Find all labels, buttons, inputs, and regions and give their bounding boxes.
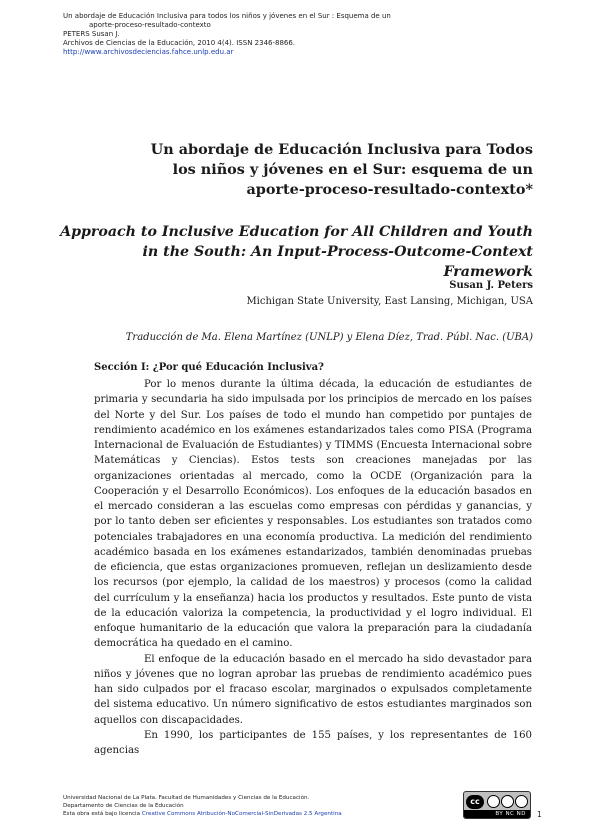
header-author: PETERS Susan J.: [63, 30, 120, 38]
author-affiliation: Michigan State University, East Lansing, Michigan, USA: [246, 296, 533, 307]
footer-department: Departamento de Ciencias de la Educación: [63, 803, 184, 810]
header-link[interactable]: http://www.archivosdeciencias.fahce.unlp.edu.ar: [63, 48, 234, 56]
author-name: Susan J. Peters: [449, 280, 533, 291]
header-line-2: aporte-proceso-resultado-contexto: [89, 21, 211, 29]
title-en-line-1: Approach to Inclusive Education for All Children and Youth: [60, 224, 533, 240]
footer-license-line: [63, 810, 443, 818]
attribution-icon: [487, 795, 500, 808]
paragraph-2: El enfoque de la educación basado en el mercado ha sido devastador para niños y jóvenes que no logran aprobar las pruebas de rendimiento académico pues han sido culpados por el fracaso escolar, marginados o expulsados completamente del sistema educativo. Un número significativo de estos estudiantes marginados son aquellos con discapacidades.: [94, 653, 532, 726]
paragraph-3: En 1990, los participantes de 155 países, y los representantes de 160 agencias: [94, 729, 532, 756]
cc-license-badge[interactable]: [463, 791, 531, 819]
paragraph-1: Por lo menos durante la última década, la educación de estudiantes de primaria y secundaria ha sido impulsada por los principios de mercado en los países del Norte y del Sur. Los países de todo el mundo han competido por puntajes de rendimiento académico en los exámenes estandarizados tales como PISA (Programa Internacional de Evaluación de Estudiantes) y TIMMS (Encuesta Internacional sobre Matemáticas y Ciencias). Estos tests son creaciones manejadas por las organizaciones orientadas al mercado, como la OCDE (Organización para la Cooperación y el Desarrollo Económicos). Los enfoques de la educación basados en el mercado consideran a las escuelas como empresas con pérdidas y ganancias, y por lo tanto deben ser eficientes y responsables. Los estudiantes son tratados como potenciales trabajadores en una economía productiva. La medición del rendimiento académico basada en los exámenes estandarizados, también denominadas pruebas de eficiencia, que estas organizaciones promueven, reflejan un deslizamiento desde los recursos (por ejemplo, la calidad de los maestros) y procesos (como la calidad del currículum y la enseñanza) hacia los productos y resultados. Este punto de vista de la educación valoriza la competencia, la productividad y el logro individual. El enfoque humanitario de la educación que valora la preparación para la ciudadanía democrática ha quedado en el camino.: [94, 379, 532, 650]
title-es-line-3: aporte-proceso-resultado-contexto*: [246, 181, 533, 198]
section-heading: Sección I: ¿Por qué Educación Inclusiva?: [94, 362, 324, 373]
footer-university: Universidad Nacional de La Plata. Facultad de Humanidades y Ciencias de la Educación.: [63, 795, 310, 801]
license-link[interactable]: Creative Commons Atribución-NoComercial-SinDerivadas 2.5 Argentina: [141, 811, 342, 818]
body-text: [94, 377, 532, 758]
header-line-1: Un abordaje de Educación Inclusiva para todos los niños y jóvenes en el Sur : Esquema de un: [63, 12, 391, 20]
noderivatives-icon: [515, 795, 528, 808]
cc-badge-terms: BY NC ND: [464, 810, 530, 818]
title-es-line-2: los niños y jóvenes en el Sur: esquema de un: [172, 161, 533, 178]
title-spanish: [93, 140, 533, 200]
noncommercial-icon: [501, 795, 514, 808]
title-es-line-1: Un abordaje de Educación Inclusiva para Todos: [150, 141, 533, 158]
translation-credit: Traducción de Ma. Elena Martínez (UNLP) y Elena Díez, Trad. Públ. Nac. (UBA): [125, 332, 533, 343]
page-number: 1: [537, 810, 542, 819]
footer-license-prefix: Esta obra está bajo licencia: [63, 811, 142, 818]
page-footer: [63, 794, 443, 819]
cc-logo-icon: cc: [466, 795, 484, 809]
title-english: [53, 222, 533, 282]
header-journal: Archivos de Ciencias de la Educación, 2010 4(4). ISSN 2346-8866.: [63, 39, 296, 47]
title-en-line-2: in the South: An Input-Process-Outcome-Context Framework: [142, 244, 533, 280]
running-header: [63, 12, 533, 57]
